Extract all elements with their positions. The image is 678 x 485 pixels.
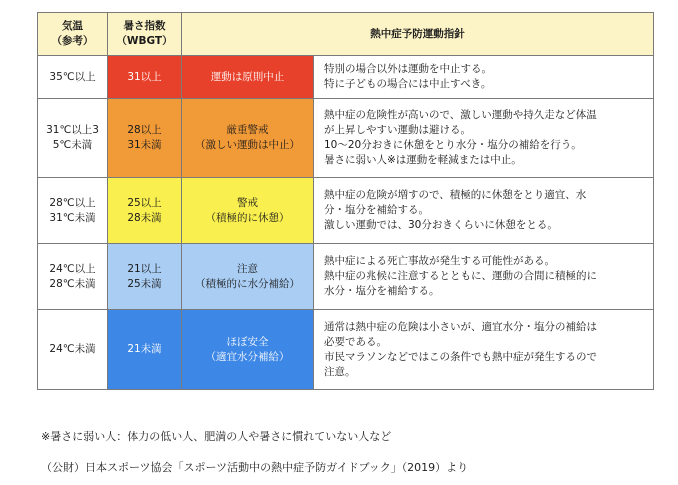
temperature-cell-line: 35℃以上 xyxy=(49,70,96,83)
guideline-description-cell xyxy=(314,310,654,390)
guideline-level-cell-line: 注意 xyxy=(237,262,258,275)
guideline-description-cell xyxy=(314,56,654,99)
table-header-row xyxy=(38,13,654,56)
wbgt-cell-line: 31未満 xyxy=(127,139,162,151)
wbgt-cell xyxy=(108,310,182,390)
guideline-level-cell xyxy=(182,244,314,310)
guideline-level-cell-line: （激しい運動は中止） xyxy=(195,139,300,151)
header-temperature-line2: （参考） xyxy=(51,35,94,47)
guideline-description-cell xyxy=(314,178,654,244)
guideline-description-cell-line: 市民マラソンなどではこの条件でも熱中症が発生するので xyxy=(324,350,597,363)
guideline-level-cell-line: 厳重警戒 xyxy=(226,124,269,136)
guideline-level-cell-line: 警戒 xyxy=(237,196,258,209)
wbgt-cell-line: 25未満 xyxy=(127,277,162,290)
table-row xyxy=(38,99,654,178)
temperature-cell-line: 28℃未満 xyxy=(49,277,96,290)
guideline-level-cell xyxy=(182,310,314,390)
guideline-level-cell-line: （積極的に水分補給） xyxy=(195,277,300,290)
wbgt-cell xyxy=(108,99,182,178)
guideline-level-cell xyxy=(182,99,314,178)
source-citation: （公財）日本スポーツ協会「スポーツ活動中の熱中症予防ガイドブック」（2019）より xyxy=(41,461,469,474)
temperature-cell xyxy=(38,244,108,310)
wbgt-cell-line: 21以上 xyxy=(127,262,162,275)
heat-stroke-guideline-table xyxy=(37,12,654,390)
wbgt-cell xyxy=(108,244,182,310)
guideline-description-cell-line: 熱中症の危険性が高いので、激しい運動や持久走など体温 xyxy=(324,109,597,121)
guideline-level-cell xyxy=(182,178,314,244)
temperature-cell xyxy=(38,178,108,244)
wbgt-cell xyxy=(108,56,182,99)
guideline-description-cell-line: 10～20分おきに休憩をとり水分・塩分の補給を行う。 xyxy=(324,139,582,151)
wbgt-cell-line: 28以上 xyxy=(127,124,162,136)
table-row xyxy=(38,178,654,244)
guideline-description-cell-line: 特別の場合以外は運動を中止する。 xyxy=(324,63,492,75)
guideline-description-cell-line: 特に子どもの場合には中止すべき。 xyxy=(324,78,492,90)
guideline-description-cell xyxy=(314,244,654,310)
guideline-description-cell-line: が上昇しやすい運動は避ける。 xyxy=(324,124,471,136)
header-temperature xyxy=(38,13,108,56)
guideline-level-cell-line: ほぼ安全 xyxy=(226,335,269,348)
temperature-cell xyxy=(38,56,108,99)
guideline-level-cell-line: （適宜水分補給） xyxy=(205,350,290,363)
guideline-description-cell-line: 水分・塩分を補給する。 xyxy=(324,285,440,297)
temperature-cell-line: 31℃未満 xyxy=(49,211,96,224)
wbgt-cell-line: 21未満 xyxy=(127,343,162,355)
guideline-description-cell-line: 注意。 xyxy=(324,365,356,378)
temperature-cell-line: 31℃以上3 xyxy=(46,124,99,136)
temperature-cell-line: 28℃以上 xyxy=(49,196,96,209)
temperature-cell xyxy=(38,310,108,390)
guideline-description-cell-line: 熱中症の危険が増すので、積極的に休憩をとり適宜、水 xyxy=(324,189,587,201)
temperature-cell-line: 5℃未満 xyxy=(52,139,93,151)
wbgt-cell xyxy=(108,178,182,244)
table-row xyxy=(38,310,654,390)
guideline-level-cell xyxy=(182,56,314,99)
guideline-description-cell-line: 分・塩分を補給する。 xyxy=(324,204,429,216)
wbgt-cell-line: 25以上 xyxy=(127,196,162,209)
guideline-description-cell-line: 暑さに弱い人※は運動を軽減または中止。 xyxy=(324,154,522,166)
header-guideline: 熱中症予防運動指針 xyxy=(182,13,654,56)
footnote: ※暑さに弱い人：体力の低い人、肥満の人や暑さに慣れていない人など xyxy=(41,430,392,443)
table-row xyxy=(38,56,654,99)
wbgt-cell-line: 28未満 xyxy=(127,211,162,224)
table-row xyxy=(38,244,654,310)
guideline-description-cell-line: 必要である。 xyxy=(324,335,387,348)
guideline-description-cell-line: 激しい運動では、30分おきくらいに休憩をとる。 xyxy=(324,219,558,231)
header-temperature-line1: 気温 xyxy=(62,20,83,32)
guideline-level-cell-line: 運動は原則中止 xyxy=(210,70,285,83)
wbgt-cell-line: 31以上 xyxy=(127,70,162,83)
header-wbgt-line2: （WBGT） xyxy=(116,35,173,47)
guideline-description-cell xyxy=(314,99,654,178)
temperature-cell-line: 24℃以上 xyxy=(49,262,96,275)
temperature-cell xyxy=(38,99,108,178)
temperature-cell-line: 24℃未満 xyxy=(49,343,96,355)
guideline-description-cell-line: 熱中症の兆候に注意するとともに、運動の合間に積極的に xyxy=(324,270,597,282)
guideline-level-cell-line: （積極的に休憩） xyxy=(205,211,290,224)
header-wbgt-line1: 暑さ指数 xyxy=(123,20,166,32)
guideline-description-cell-line: 熱中症による死亡事故が発生する可能性がある。 xyxy=(324,255,555,267)
header-wbgt xyxy=(108,13,182,56)
guideline-description-cell-line: 通常は熱中症の危険は小さいが、適宜水分・塩分の補給は xyxy=(324,320,597,333)
